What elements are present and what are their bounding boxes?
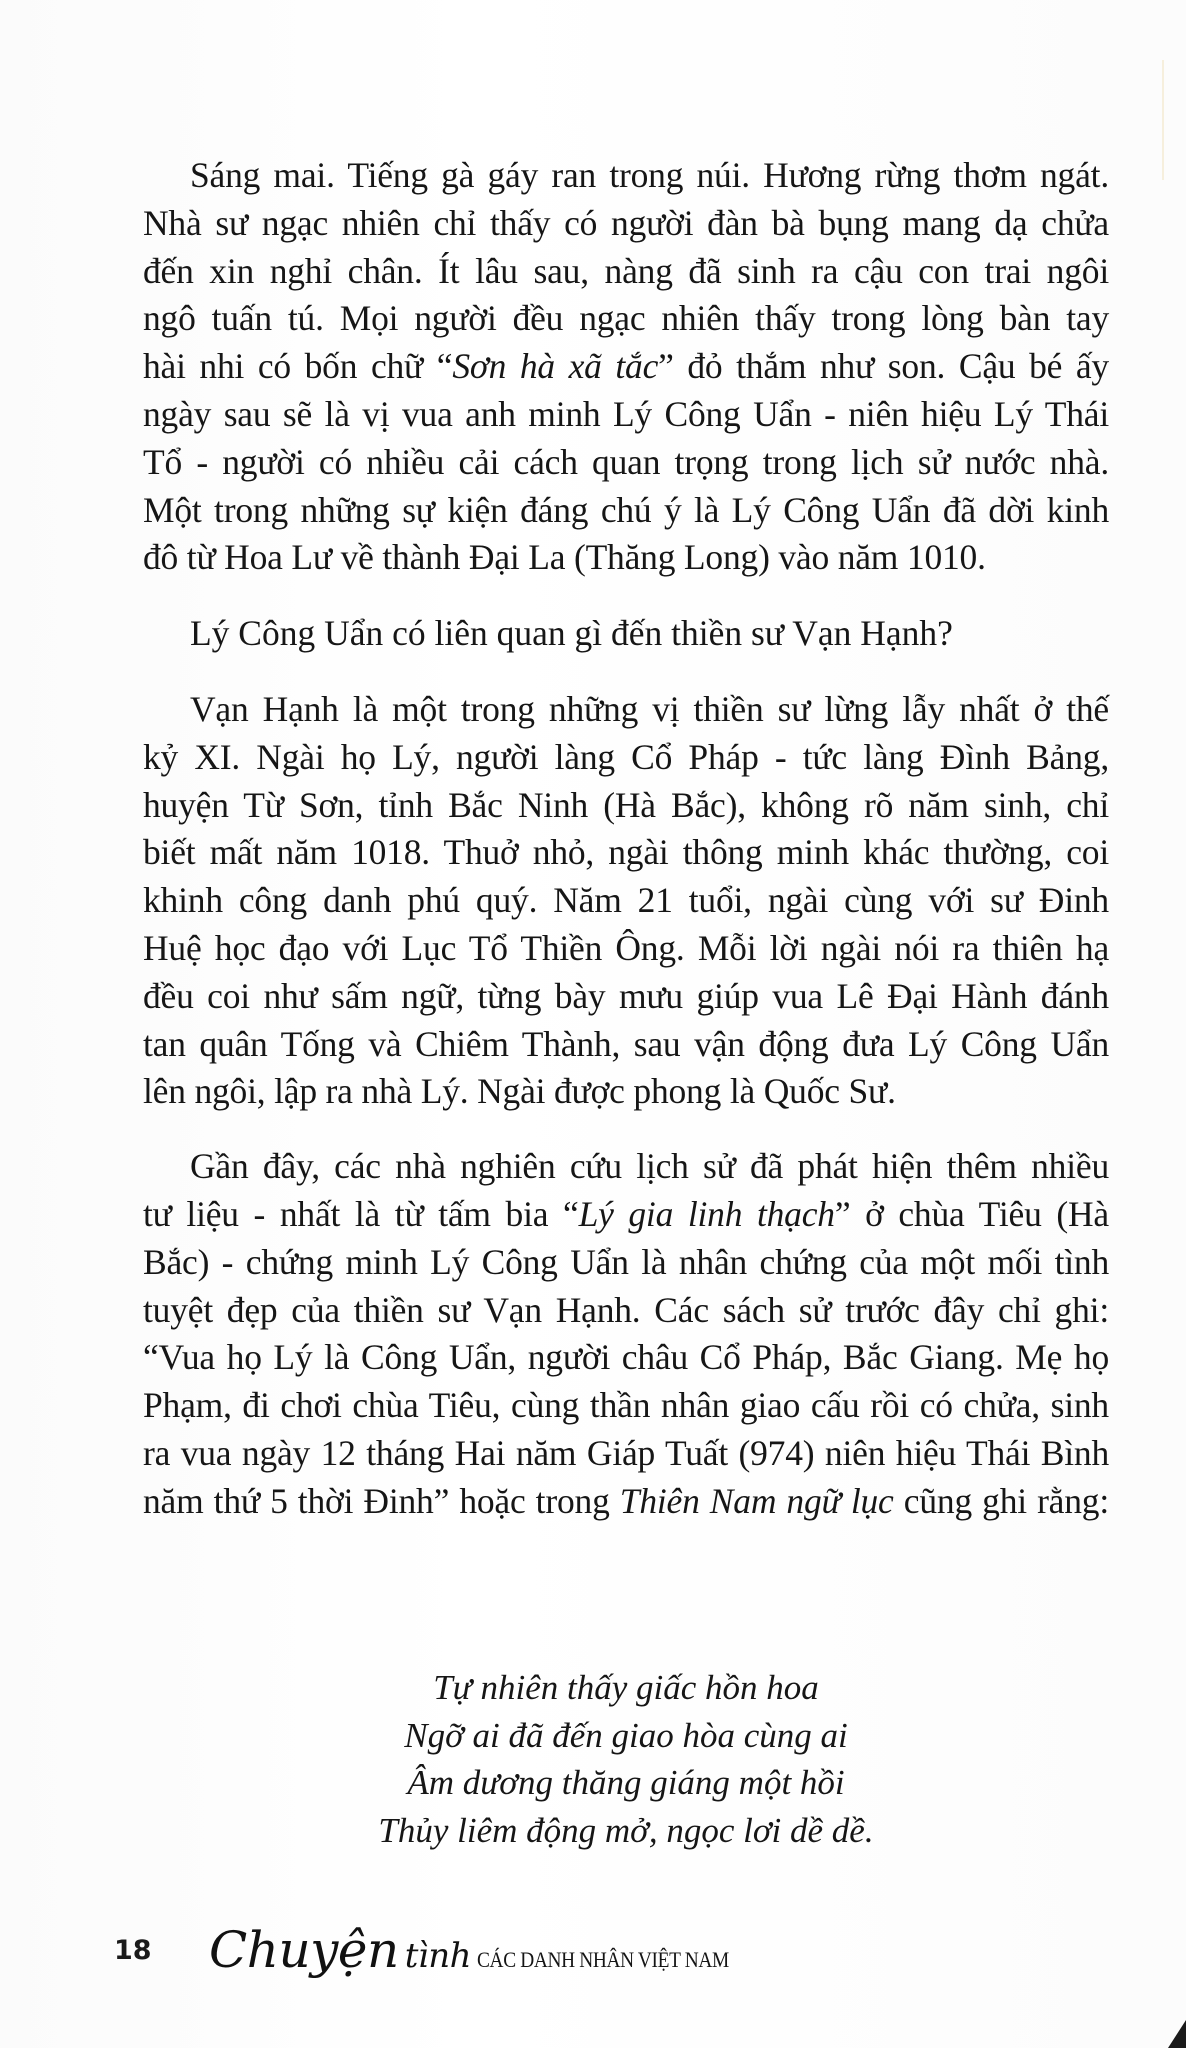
page-edge-shadow [1162, 60, 1164, 180]
text-line: tan quân Tống và Chiêm Thành, sau vận động đưa Lý Công Uẩn [143, 1023, 1109, 1064]
paragraph-3 [143, 1143, 1109, 1525]
text-line: Huệ học đạo với Lục Tổ Thiền Ông. Mỗi lời ngài nói ra thiên hạ [143, 927, 1109, 968]
text-line: khinh công danh phú quý. Năm 21 tuổi, ngài cùng với sư Đinh [143, 880, 1109, 921]
title-script-word: Chuyện [209, 1921, 399, 1979]
text-line [143, 1478, 1109, 1526]
text-line: Nhà sư ngạc nhiên chỉ thấy có người đàn bà bụng mang dạ chửa [143, 202, 1109, 243]
text-line: kỷ XI. Ngài họ Lý, người làng Cổ Pháp - tức làng Đình Bảng, [143, 736, 1109, 777]
text-line: ngày sau sẽ là vị vua anh minh Lý Công Uẩn - niên hiệu Lý Thái [143, 393, 1109, 434]
text-line: lên ngôi, lập ra nhà Lý. Ngài được phong là Quốc Sư. [143, 1071, 896, 1112]
text-line: ngô tuấn tú. Mọi người đều ngạc nhiên thấy trong lòng bàn tay [143, 298, 1109, 339]
text-line: Phạm, đi chơi chùa Tiêu, cùng thần nhân giao cấu rồi có chửa, sinh [143, 1385, 1109, 1426]
text-line: Gần đây, các nhà nghiên cứu lịch sử đã phát hiện thêm nhiều [190, 1146, 1109, 1187]
title-caps: CÁC DANH NHÂN VIỆT NAM [477, 1947, 729, 1972]
text-line: ra vua ngày 12 tháng Hai năm Giáp Tuất (974) niên hiệu Thái Bình [143, 1432, 1109, 1473]
poem-line: Âm dương thăng giáng một hồi [407, 1763, 845, 1802]
text-line: Vạn Hạnh là một trong những vị thiền sư lừng lẫy nhất ở thế [190, 688, 1109, 729]
text-line: Một trong những sự kiện đáng chú ý là Lý Công Uẩn đã dời kinh [143, 489, 1109, 530]
italic-quote: Lý gia linh thạch [578, 1193, 835, 1234]
text-segment: hài nhi có bốn chữ “ [143, 346, 453, 387]
text-line: tuyệt đẹp của thiền sư Vạn Hạnh. Các sách sử trước đây chỉ ghi: [143, 1289, 1109, 1330]
text-line: “Vua họ Lý là Công Uẩn, người châu Cổ Pháp, Bắc Giang. Mẹ họ [143, 1337, 1109, 1378]
body-text [143, 152, 1109, 1526]
poem-line: Tự nhiên thấy giấc hồn hoa [433, 1668, 819, 1707]
italic-quote: Sơn hà xã tắc [452, 346, 659, 387]
poem-verse [143, 1664, 1109, 1854]
text-line: huyện Từ Sơn, tỉnh Bắc Ninh (Hà Bắc), không rõ năm sinh, chỉ [143, 784, 1109, 825]
text-line: Tổ - người có nhiều cải cách quan trọng trong lịch sử nước nhà. [143, 441, 1109, 482]
paragraph-1 [143, 152, 1109, 582]
page-number: 18 [114, 1934, 152, 1966]
page-corner-shadow [1168, 2020, 1186, 2048]
page-footer [114, 1920, 763, 1980]
text-line: Bắc) - chứng minh Lý Công Uẩn là nhân chứng của một mối tình [143, 1241, 1109, 1282]
title-script-word: tình [404, 1936, 472, 1976]
italic-book-title: Thiên Nam ngữ lục [619, 1480, 894, 1521]
text-segment: ” đỏ thắm như son. Cậu bé ấy [658, 346, 1109, 387]
text-line: đô từ Hoa Lư về thành Đại La (Thăng Long) vào năm 1010. [143, 537, 986, 578]
paragraph-2 [143, 686, 1109, 1116]
text-line [143, 1191, 1109, 1239]
text-segment: cũng ghi rằng: [893, 1480, 1110, 1521]
poem-line: Ngỡ ai đã đến giao hòa cùng ai [404, 1715, 848, 1755]
text-segment: năm thứ 5 thời Đinh” hoặc trong [143, 1480, 620, 1521]
question-line: Lý Công Uẩn có liên quan gì đến thiền sư Vạn Hạnh? [190, 613, 953, 654]
text-line: đến xin nghỉ chân. Ít lâu sau, nàng đã sinh ra cậu con trai ngôi [143, 250, 1109, 291]
running-book-title [209, 1921, 763, 1979]
text-line [143, 343, 1109, 391]
text-segment: tư liệu - nhất là từ tấm bia “ [143, 1193, 579, 1234]
text-line: Sáng mai. Tiếng gà gáy ran trong núi. Hương rừng thơm ngát. [190, 155, 1109, 195]
text-line: đều coi như sấm ngữ, từng bày mưu giúp vua Lê Đại Hành đánh [143, 975, 1109, 1016]
text-line: biết mất năm 1018. Thuở nhỏ, ngài thông minh khác thường, coi [143, 832, 1109, 873]
text-segment: ” ở chùa Tiêu (Hà [834, 1193, 1109, 1234]
poem-line: Thủy liêm động mở, ngọc lơi dề dề. [378, 1810, 874, 1850]
